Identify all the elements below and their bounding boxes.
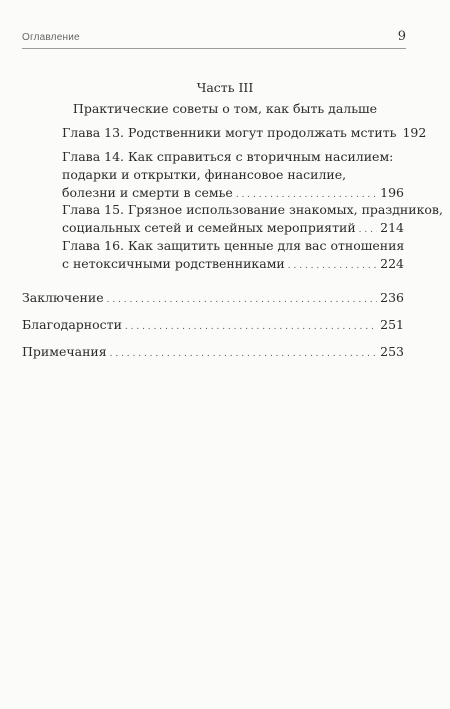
running-header-section: Оглавление <box>22 32 80 43</box>
toc-entry-title: Примечания <box>22 344 107 359</box>
toc-line <box>62 219 404 237</box>
running-header <box>22 30 406 49</box>
toc-entry-notes[interactable] <box>22 343 404 361</box>
toc-line <box>62 148 404 166</box>
part-title: Часть III <box>196 80 254 95</box>
toc-entry-title: Глава 15. Грязное использование знакомых, праздников, <box>62 202 443 217</box>
dot-leader <box>288 255 377 275</box>
toc-entry-chapter-16[interactable] <box>62 237 404 273</box>
toc-entry-page: 236 <box>380 290 404 305</box>
toc-entry-page: 192 <box>402 125 427 140</box>
toc-entry-title-cont: подарки и открытки, финансовое насилие, <box>62 167 347 182</box>
toc-line <box>62 124 427 142</box>
toc-entry-acknowledgements[interactable] <box>22 316 404 334</box>
toc-entry-title: Глава 14. Как справиться с вторичным насилием: <box>62 149 394 164</box>
page-number: 9 <box>397 29 406 44</box>
toc-line <box>62 255 404 273</box>
toc-entry-title: Глава 16. Как защитить ценные для вас отношения <box>62 238 405 253</box>
dot-leader <box>359 219 377 239</box>
toc-entry-title: Глава 13. Родственники могут продолжать мстить <box>62 125 397 140</box>
toc-entry-page: 196 <box>380 185 404 200</box>
toc-entry-title: Благодарности <box>22 317 122 332</box>
toc-entry-page: 253 <box>380 344 404 359</box>
toc-line <box>62 237 404 255</box>
toc-entry-page: 251 <box>380 317 404 332</box>
part-subtitle: Практические советы о том, как быть дальше <box>72 101 378 116</box>
toc-line <box>62 201 443 219</box>
toc-line <box>62 166 404 184</box>
toc-entry-chapter-13[interactable] <box>62 124 427 142</box>
toc-entry-conclusion[interactable] <box>22 289 404 307</box>
toc-entry-chapter-15[interactable] <box>62 201 443 237</box>
toc-entry-chapter-14[interactable] <box>62 148 404 202</box>
dot-leader <box>107 289 378 309</box>
toc-entry-title-cont: болезни и смерти в семье <box>62 185 233 200</box>
toc-line <box>62 184 404 202</box>
toc-entry-page: 224 <box>380 256 404 271</box>
dot-leader <box>110 343 378 363</box>
toc-entry-title-cont: с нетоксичными родственниками <box>62 256 285 271</box>
toc-entry-title: Заключение <box>22 290 104 305</box>
toc-entry-title-cont: социальных сетей и семейных мероприятий <box>62 220 356 235</box>
toc-line <box>22 289 404 307</box>
toc-line <box>22 343 404 361</box>
toc-line <box>22 316 404 334</box>
toc-entry-page: 214 <box>380 220 404 235</box>
dot-leader <box>125 316 377 336</box>
